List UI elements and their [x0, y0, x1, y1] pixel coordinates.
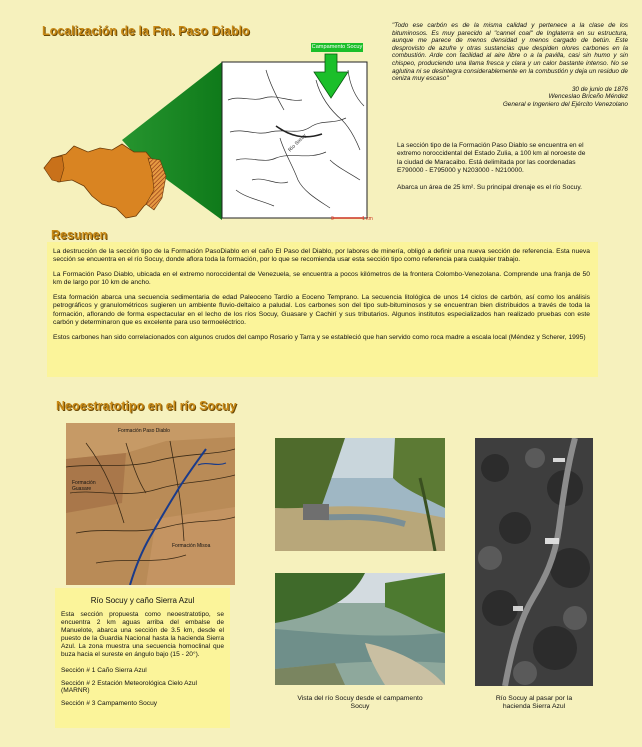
scale-start: 0 [331, 216, 334, 222]
river-map-label: Río Socuy [287, 132, 308, 154]
resumen-paragraph-2: La Formación Paso Diablo, ubicada en el extremo noroccidental de Venezuela, se encuentra a pocos kilómetros de la frontera Colombo-Venezolana. Comprende una franja de 50 km de largo por 10 km de ancho. [53, 271, 590, 287]
location-description [397, 142, 589, 201]
resumen-paragraph-4: Estos carbones han sido correlacionados con algunos crudos del campo Rosario y Tarra y se estableció que han servido como roca madre a escala local (Méndez y Scherer, 1995) [53, 333, 586, 341]
quote-text: "Todo ese carbón es de la misma calidad y pertenece a la clase de los bituminosos. Es muy parecido al "cannel coal" de Inglaterra en su estructura, aunque me parece de menos densidad y menos cargado de betún. Este desprovisto de azufre y otras sustancias que despiden olores carbones en la combustión. Arde con facilidad al aire libre o a la pavilla, casi sin humo y sin chispeo, produciendo una llama fresca y clara y un calor bastante intenso. No se aglutina ni se desintegra considerablemente en la combustión y deja un residuo de ceniza muy escaso" [392, 22, 628, 83]
caption-aerial: Río Socuy al pasar por la hacienda Sierra Azul [495, 695, 573, 711]
quote-role: General e Ingeniero del Ejército Venezolano [502, 100, 628, 108]
photo-river-2 [275, 573, 445, 685]
resumen-panel [47, 242, 598, 377]
heading-neoestratotipo: Neoestratotipo en el río Socuy [56, 399, 237, 413]
aerial-photo [475, 438, 593, 686]
geological-map [66, 423, 235, 585]
venezuela-map [44, 144, 158, 218]
location-paragraph-2: Abarca un área de 25 km². Su principal drenaje es el río Socuy. [397, 184, 582, 192]
caption-photo-river: Vista del río Socuy desde el campamento Socuy [297, 695, 423, 711]
section-box-heading: Río Socuy y caño Sierra Azul [90, 596, 195, 605]
quote-date: 30 de junio de 1876 [571, 85, 628, 93]
section-box-body: Esta sección propuesta como neoestratotipo, se encuentra 2 km aguas arriba del embalse de Manuelote, abarca una sección de 3.5 km, desde el puesto de la Guardia Nacional hasta la hacienda Sierra Azul. La zona muestra una secuencia homoclinal que buza hacia el sureste en ángulo bajo (15 - 20°). [61, 611, 224, 658]
label-misoa: Formación Misoa [172, 543, 211, 549]
location-graphic [30, 40, 375, 225]
zulia-state [44, 156, 64, 182]
location-paragraph-1: La sección tipo de la Formación Paso Diablo se encuentra en el extremo noroccidental del Estado Zulia, a 100 km al noroeste de la ciudad de Maracaibo. Está delimitada por las coordenadas E790000 - E795000 y N203000 - N210000. [397, 142, 586, 174]
quote-author: Wenceslao Briceño Méndez [548, 93, 628, 101]
section-1: Sección # 1 Caño Sierra Azul [61, 667, 147, 674]
resumen-paragraph-1: La destrucción de la sección tipo de la Formación PasoDiablo en el caño El Paso del Diablo, por labores de minería, obligó a definir una nueva sección de referencia. Esta nueva sección se encuentra en el río Socuy, donde aflora toda la formación, por lo que se recomienda usar esta sección tipo como referencia para cualquier trabajo. [53, 248, 590, 264]
photo-river-1 [275, 438, 445, 551]
heading-localizacion: Localización de la Fm. Paso Diablo [42, 24, 250, 38]
resumen-paragraph-3: Esta formación abarca una secuencia sedimentaria de edad Paleoceno Tardío a Eoceno Temprano. La secuencia litológica de unos 14 ciclos de carbón, así como los análisis petrográficos y granulométricos sugieren un ambiente fluvio-deltaico a paludal. Los carbones son del tipo sub-bituminosos y se encuentran bien distribuidos a través de toda la formación, aflorando de forma espectacular en el lecho de los ríos Socuy, Guasare y Cachirí y sus tributarios. Algunos institutos especializados han realizado pruebas con este carbón y determinaron que es excelente para uso termoeléctrico. [53, 294, 590, 326]
section-2: Sección # 2 Estación Meteorológica Cielo Azul (MARNR) [61, 680, 197, 694]
label-paso-diablo: Formación Paso Diablo [118, 428, 170, 434]
scale-end: 1 km [362, 216, 373, 222]
heading-resumen: Resumen [51, 228, 108, 242]
historical-quote [392, 22, 628, 109]
section-3: Sección # 3 Campamento Socuy [61, 700, 158, 707]
campamento-label: Campamento Socuy [311, 44, 363, 50]
label-guasare: Formación Guasare [72, 480, 96, 492]
section-info-box [55, 588, 230, 728]
